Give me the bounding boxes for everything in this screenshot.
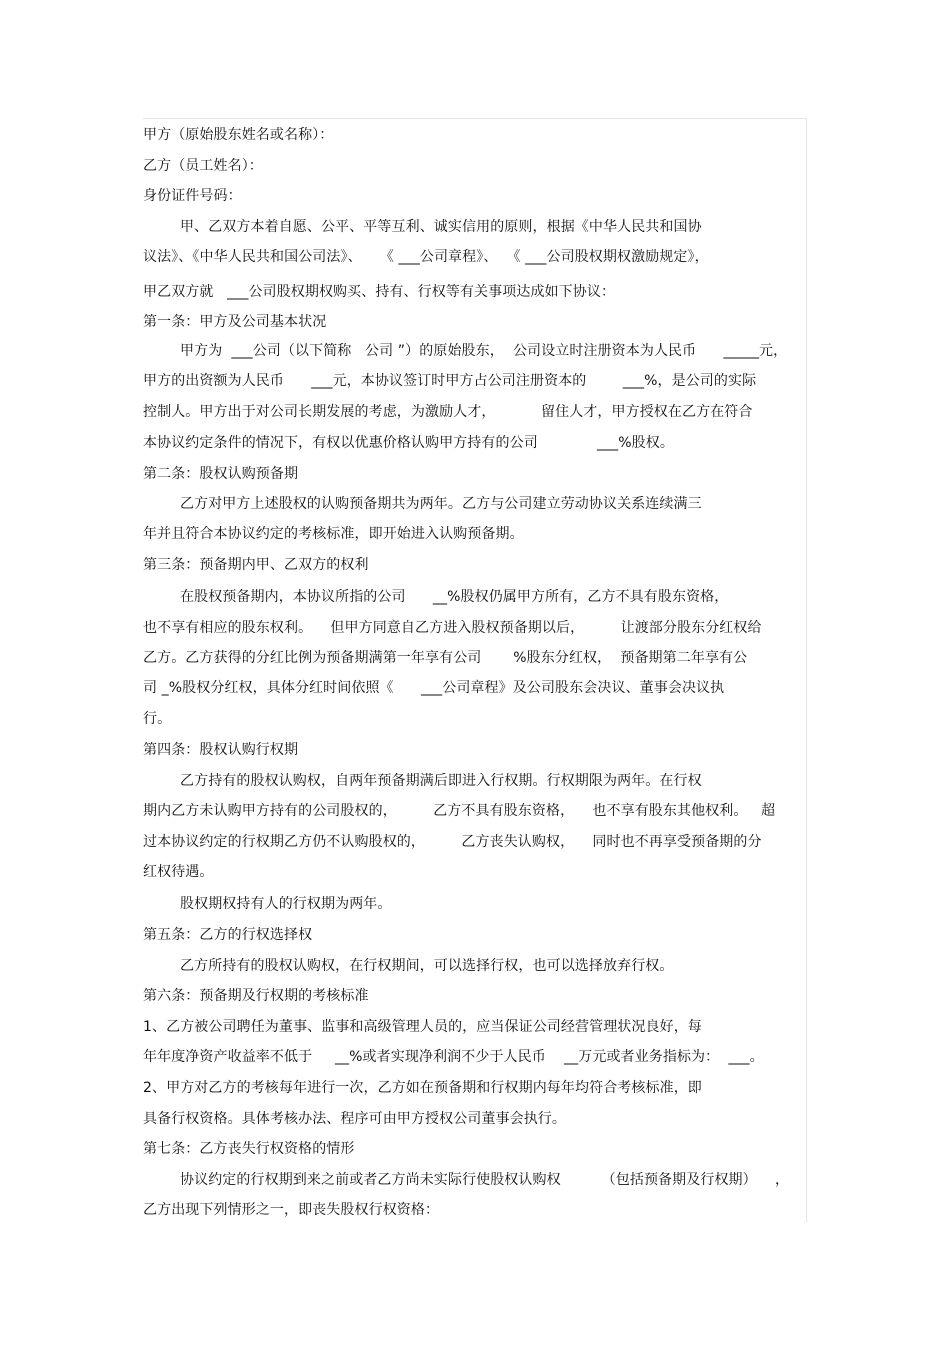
article-4-line-3: 过本协议约定的行权期乙方仍不认购股权的， 乙方丧失认购权， 同时也不再享受预备期的分 xyxy=(143,834,762,850)
article-2-line-1: 乙方对甲方上述股权的认购预备期共为两年。乙方与公司建立劳动协议关系连续满三 xyxy=(180,496,702,512)
id-number-label: 身份证件号码： xyxy=(143,188,242,204)
article-3-heading: 第三条：预备期内甲、乙双方的权利 xyxy=(143,557,369,573)
article-1-line-1: 甲方为 ___公司（以下简称 公司 ”）的原始股东， 公司设立时注册资本为人民币 _____元， xyxy=(180,343,788,359)
article-4-heading: 第四条：股权认购行权期 xyxy=(143,742,299,758)
article-3-line-4: 司 _%股权分红权，具体分红时间依照《 ___公司章程》及公司股东会决议、董事会决议执 xyxy=(143,680,725,696)
preamble-line-1: 甲、乙双方本着自愿、公平、平等互利、诚实信用的原则，根据《中华人民共和国协 xyxy=(180,219,702,235)
article-6-item-2-line-2: 具备行权资格。具体考核办法、程序可由甲方授权公司董事会执行。 xyxy=(143,1111,566,1127)
article-4-line-4: 红权待遇。 xyxy=(143,864,214,880)
article-4-line-5: 股权期权持有人的行权期为两年。 xyxy=(180,896,392,912)
article-1-heading: 第一条：甲方及公司基本状况 xyxy=(143,314,327,330)
article-3-line-5: 行。 xyxy=(143,711,172,727)
article-2-line-2: 年并且符合本协议约定的考核标准，即开始进入认购预备期。 xyxy=(143,526,524,542)
article-6-item-1-line-2: 年年度净资产收益率不低于 __%或者实现净利润不少于人民币 __万元或者业务指标为： ___。 xyxy=(143,1049,764,1065)
preamble-line-3: 甲乙双方就 ___公司股权期权购买、持有、行权等有关事项达成如下协议： xyxy=(143,284,616,300)
article-3-line-2: 也不享有相应的股东权利。 但甲方同意自乙方进入股权预备期以后， 让渡部分股东分红权给 xyxy=(143,620,762,636)
article-6-item-2-line-1: 2、甲方对乙方的考核每年进行一次，乙方如在预备期和行权期内每年均符合考核标准，即 xyxy=(143,1080,702,1096)
party-a-label: 甲方（原始股东姓名或名称）： xyxy=(143,127,334,143)
article-1-line-4: 本协议约定条件的情况下，有权以优惠价格认购甲方持有的公司 ___%股权。 xyxy=(143,435,674,451)
article-6-item-1-line-1: 1、乙方被公司聘任为董事、监事和高级管理人员的，应当保证公司经营管理状况良好，每 xyxy=(143,1019,702,1035)
article-4-line-1: 乙方持有的股权认购权，自两年预备期满后即进入行权期。行权期限为两年。在行权 xyxy=(180,773,702,789)
article-3-line-3: 乙方。乙方获得的分红比例为预备期满第一年享有公司 %股东分红权， 预备期第二年享有公 xyxy=(143,650,748,666)
article-2-heading: 第二条：股权认购预备期 xyxy=(143,466,299,482)
article-7-line-1: 协议约定的行权期到来之前或者乙方尚未实际行使股权认购权 （包括预备期及行权期） ， xyxy=(180,1172,790,1188)
preamble-line-2: 议法》、《中华人民共和国公司法》、 《 ___公司章程》、 《 ___公司股权期权激励规定》， xyxy=(143,249,709,265)
article-5-line-1: 乙方所持有的股权认购权，在行权期间，可以选择行权，也可以选择放弃行权。 xyxy=(180,958,674,974)
article-1-line-3: 控制人。甲方出于对公司长期发展的考虑，为激励人才， 留住人才，甲方授权在乙方在符合 xyxy=(143,404,753,420)
article-3-line-1: 在股权预备期内，本协议所指的公司 __%股权仍属甲方所有，乙方不具有股东资格， xyxy=(180,589,729,605)
party-b-label: 乙方（员工姓名）： xyxy=(143,158,263,174)
article-6-heading: 第六条：预备期及行权期的考核标准 xyxy=(143,988,369,1004)
article-5-heading: 第五条：乙方的行权选择权 xyxy=(143,927,313,943)
article-1-line-2: 甲方的出资额为人民币 ___元，本协议签订时甲方占公司注册资本的 ___%，是公司的实际 xyxy=(143,373,757,389)
article-7-heading: 第七条：乙方丧失行权资格的情形 xyxy=(143,1141,355,1157)
article-4-line-2: 期内乙方未认购甲方持有的公司股权的， 乙方不具有股东资格， 也不享有股东其他权利。 超 xyxy=(143,803,776,819)
article-7-line-2: 乙方出现下列情形之一，即丧失股权行权资格： xyxy=(143,1202,440,1218)
